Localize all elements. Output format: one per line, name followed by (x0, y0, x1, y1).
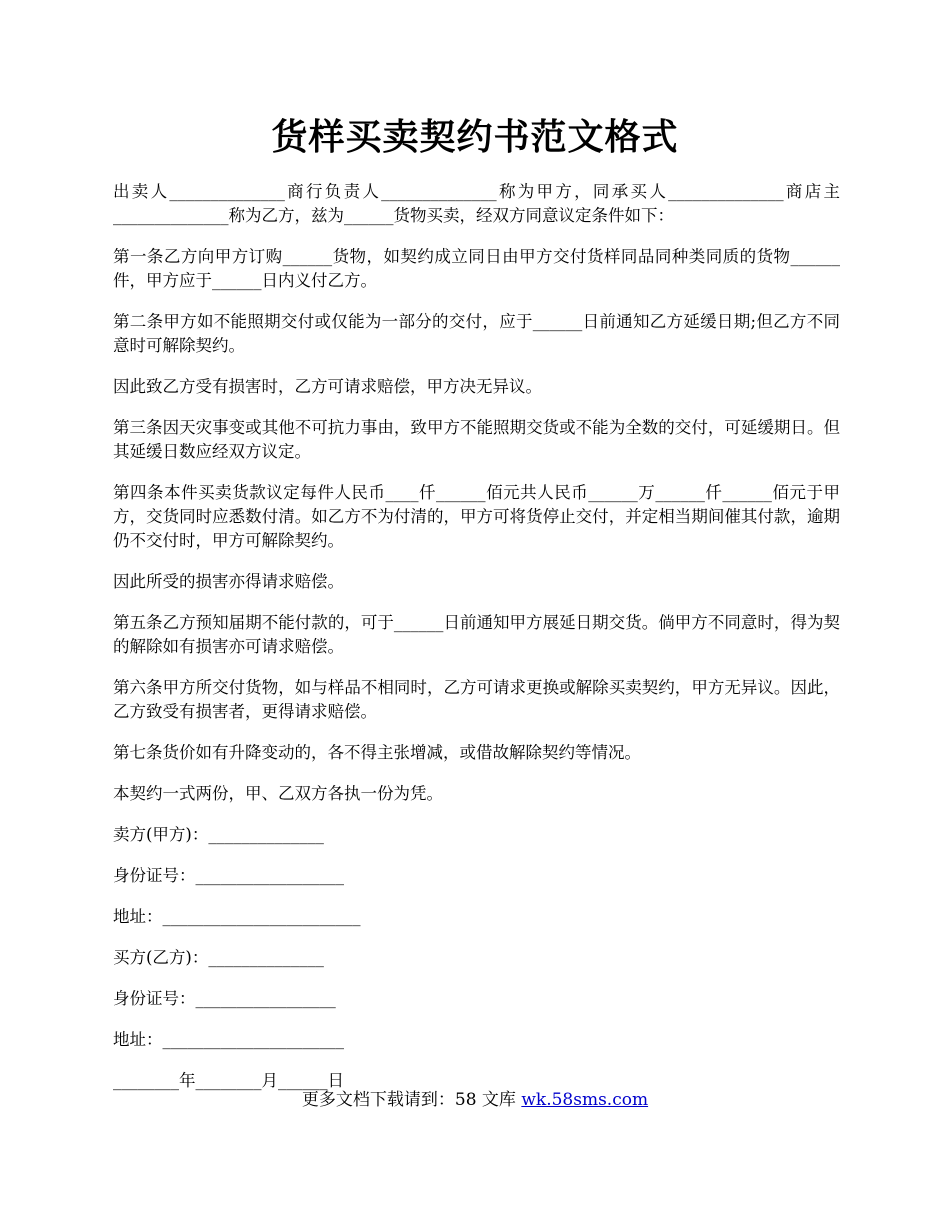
document-body (113, 180, 840, 1110)
paragraph-article-5: 第五条乙方预知届期不能付款的，可于______日前通知甲方展延日期交货。倘甲方不同意时，得为契的解除如有损害亦可请求赔偿。 (113, 613, 840, 656)
footer (0, 1087, 950, 1113)
paragraph-damages-2: 因此所受的损害亦得请求赔偿。 (113, 572, 344, 591)
paragraph-article-6: 第六条甲方所交付货物，如与样品不相同时，乙方可请求更换或解除买卖契约，甲方无异议。因此，乙方致受有损害者，更得请求赔偿。 (113, 678, 840, 721)
paragraph-article-2: 第二条甲方如不能照期交付或仅能为一部分的交付，应于______日前通知乙方延缓日期;但乙方不同意时可解除契约。 (113, 312, 840, 355)
paragraph-article-1: 第一条乙方向甲方订购______货物，如契约成立同日由甲方交付货样同品同种类同质的货物______件，甲方应于______日内义付乙方。 (113, 247, 840, 290)
paragraph-article-7: 第七条货价如有升降变动的，各不得主张增减，或借故解除契约等情况。 (113, 743, 641, 762)
footer-link[interactable]: wk.58sms.com (521, 1090, 649, 1110)
signature-buyer-address: 地址：______________________ (113, 1030, 344, 1049)
signature-seller-id: 身份证号：__________________ (113, 866, 344, 885)
signature-buyer: 买方(乙方)：______________ (113, 948, 324, 967)
document-title: 货样买卖契约书范文格式 (271, 116, 679, 158)
paragraph-copies: 本契约一式两份，甲、乙双方各执一份为凭。 (113, 784, 443, 803)
signature-date: ________年________月______日 (113, 1071, 344, 1090)
paragraph-damages-1: 因此致乙方受有损害时，乙方可请求赔偿，甲方决无异议。 (113, 377, 542, 396)
signature-seller-address: 地址：________________________ (113, 907, 361, 926)
signature-seller: 卖方(甲方)：______________ (113, 825, 324, 844)
paragraph-parties: 出卖人______________商行负责人______________称为甲方，同承买人______________商店主______________称为乙方，兹为______货物买卖，经双方同意议定条件如下： (113, 182, 840, 225)
paragraph-article-3: 第三条因天灾事变或其他不可抗力事由，致甲方不能照期交货或不能为全数的交付，可延缓期日。但其延缓日数应经双方议定。 (113, 418, 840, 461)
signature-buyer-id: 身份证号：_________________ (113, 989, 336, 1008)
footer-prefix: 更多文档下载请到：58 文库 (301, 1090, 522, 1110)
paragraph-article-4: 第四条本件买卖货款议定每件人民币____仟______佰元共人民币______万______仟______佰元于甲方，交货同时应悉数付清。如乙方不为付清的，甲方可将货停止交付，并定相当期间催其付款，逾期仍不交付时，甲方可解除契约。 (113, 483, 840, 550)
